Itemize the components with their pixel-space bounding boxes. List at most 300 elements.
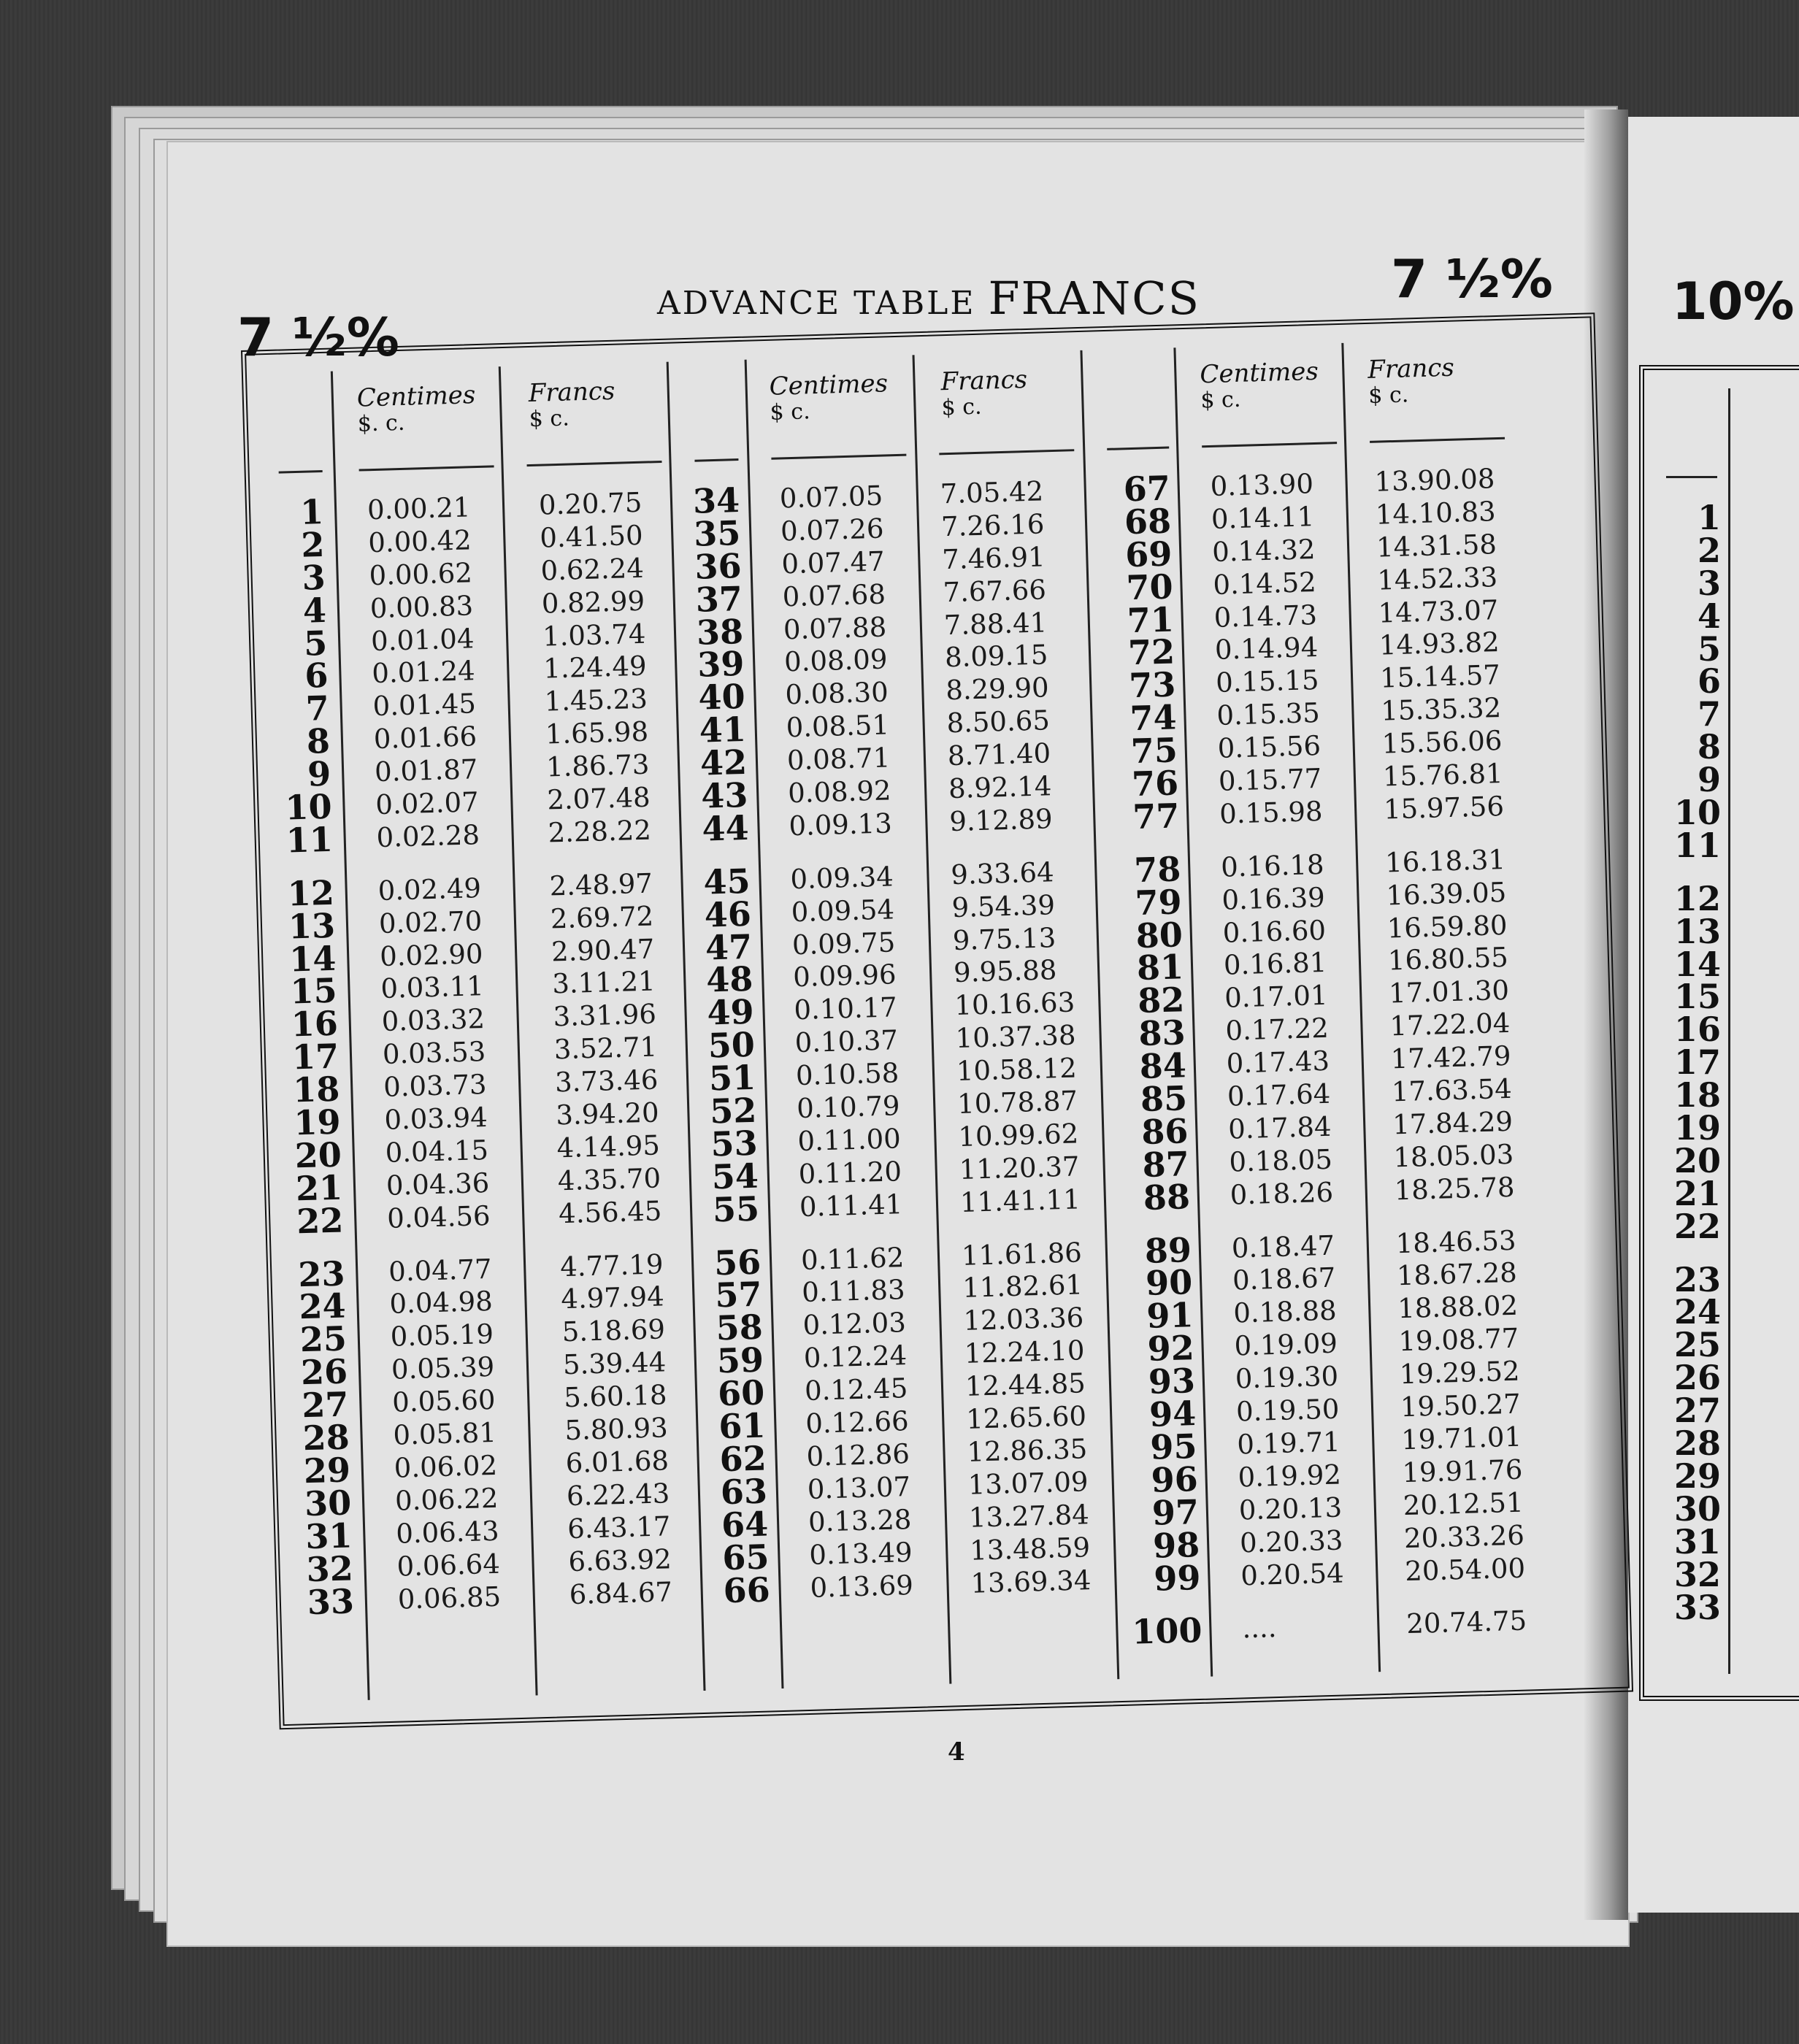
- centimes-value: 0.05.39: [391, 1351, 495, 1386]
- next-page-row-number: 15: [1673, 977, 1721, 1017]
- next-page-row-number: 16: [1673, 1010, 1721, 1050]
- header-rule: [1202, 442, 1337, 447]
- header-centimes-1: [356, 382, 476, 437]
- next-page-row-number: 9: [1697, 760, 1721, 800]
- centimes-value: 0.13.28: [808, 1503, 912, 1538]
- centimes-value: 0.15.56: [1217, 730, 1322, 764]
- francs-value: 4.77.19: [559, 1248, 664, 1283]
- francs-value: 12.44.85: [964, 1367, 1086, 1403]
- centimes-value: 0.02.49: [377, 872, 482, 907]
- row-number: 89: [1144, 1229, 1192, 1271]
- francs-value: 19.91.76: [1401, 1453, 1523, 1489]
- row-number: 25: [299, 1318, 348, 1360]
- row-number: 48: [705, 959, 754, 1000]
- francs-value: 20.12.51: [1403, 1486, 1524, 1521]
- centimes-value: 0.11.20: [798, 1155, 902, 1190]
- centimes-value: 0.19.50: [1235, 1393, 1340, 1428]
- row-number: 2: [300, 524, 326, 565]
- row-number: 55: [712, 1188, 760, 1230]
- row-number: 68: [1124, 501, 1172, 542]
- francs-value: 20.33.26: [1403, 1519, 1525, 1554]
- row-number: 5: [303, 623, 328, 664]
- row-number: 78: [1133, 849, 1182, 890]
- francs-value: 2.90.47: [551, 933, 655, 968]
- centimes-value: 0.19.09: [1234, 1327, 1338, 1362]
- row-number: 14: [288, 938, 337, 980]
- row-number: 61: [718, 1405, 767, 1447]
- centimes-column-1: [367, 491, 530, 1616]
- header-rule: [359, 465, 494, 471]
- francs-value: 16.39.05: [1385, 876, 1507, 912]
- francs-value: 19.08.77: [1397, 1322, 1519, 1358]
- next-page-row-number: 29: [1673, 1456, 1721, 1496]
- next-page-rate-label: 10%: [1672, 272, 1795, 331]
- centimes-value: 0.12.24: [803, 1340, 908, 1375]
- francs-column-2: [940, 474, 1110, 1600]
- header-sublabel: $ c.: [1200, 387, 1241, 414]
- row-number: 10: [284, 786, 333, 828]
- centimes-value: 0.15.15: [1215, 664, 1320, 699]
- centimes-value: 0.00.42: [367, 524, 472, 559]
- francs-value: 8.92.14: [948, 770, 1052, 805]
- row-number: 20: [294, 1134, 342, 1176]
- row-number: 88: [1143, 1176, 1191, 1218]
- francs-value: 12.86.35: [966, 1433, 1088, 1468]
- centimes-value: 0.05.81: [392, 1416, 497, 1451]
- row-number: 15: [289, 971, 338, 1012]
- next-page-number-column: [1655, 498, 1721, 1627]
- francs-value: 17.84.29: [1392, 1105, 1514, 1141]
- row-number: 17: [291, 1036, 340, 1077]
- row-number: 27: [301, 1384, 350, 1426]
- row-number: 35: [693, 512, 741, 554]
- francs-value: 9.33.64: [950, 856, 1055, 891]
- centimes-value: 0.04.15: [385, 1134, 489, 1169]
- francs-value: 17.63.54: [1391, 1072, 1513, 1108]
- centimes-value: 0.17.22: [1224, 1013, 1330, 1047]
- row-number: 60: [717, 1372, 765, 1414]
- francs-value: 16.18.31: [1384, 843, 1506, 879]
- row-number: 75: [1130, 730, 1178, 772]
- francs-value: 13.48.59: [969, 1531, 1091, 1567]
- row-number: 28: [302, 1417, 350, 1459]
- row-number: 93: [1148, 1361, 1196, 1402]
- row-number: 58: [715, 1307, 764, 1348]
- centimes-value: 0.08.09: [783, 643, 889, 678]
- row-number: 79: [1134, 882, 1183, 923]
- francs-value: 3.11.21: [551, 965, 656, 1000]
- row-number: 83: [1138, 1013, 1186, 1054]
- centimes-value: 0.13.90: [1210, 468, 1314, 502]
- centimes-value: 0.07.88: [783, 611, 887, 645]
- header-sublabel: $ c.: [1368, 382, 1409, 410]
- francs-value: 6.43.17: [567, 1510, 672, 1545]
- francs-value: 11.41.11: [959, 1183, 1081, 1218]
- francs-value: 9.75.13: [952, 921, 1056, 956]
- francs-value: 3.52.71: [553, 1031, 658, 1066]
- row-number: 64: [721, 1504, 769, 1545]
- francs-value: 4.35.70: [557, 1162, 661, 1197]
- francs-value: 7.46.91: [941, 541, 1046, 576]
- centimes-value: 0.15.98: [1219, 795, 1324, 830]
- row-number: 41: [699, 710, 747, 750]
- francs-value: 12.24.10: [964, 1334, 1086, 1370]
- header-sublabel: $. c.: [357, 410, 405, 437]
- next-page-row-number: 31: [1673, 1521, 1721, 1561]
- centimes-value: 0.09.34: [789, 861, 894, 896]
- row-number: 90: [1145, 1262, 1193, 1304]
- centimes-value: 0.07.47: [780, 545, 886, 580]
- centimes-value: 0.06.43: [395, 1515, 500, 1550]
- francs-value: 17.01.30: [1388, 975, 1510, 1010]
- row-number: 36: [694, 545, 743, 587]
- header-rule: [1107, 447, 1169, 450]
- centimes-value: 0.07.68: [782, 578, 886, 613]
- row-number: 52: [709, 1090, 758, 1132]
- francs-value: 4.97.94: [560, 1280, 665, 1315]
- centimes-value: 0.03.53: [382, 1036, 486, 1071]
- row-number: 26: [300, 1351, 348, 1393]
- francs-value: 4.56.45: [558, 1195, 662, 1230]
- francs-value: 7.88.41: [943, 606, 1048, 641]
- row-number: 1: [299, 491, 324, 532]
- francs-value: 20.54.00: [1404, 1552, 1526, 1587]
- centimes-value: 0.14.94: [1214, 631, 1319, 666]
- header-rule: [527, 461, 662, 466]
- centimes-value: 0.15.77: [1218, 762, 1322, 797]
- centimes-value: 0.06.22: [394, 1482, 499, 1517]
- centimes-value: 0.00.62: [369, 557, 473, 591]
- header-rule: [771, 454, 906, 460]
- francs-value: 5.39.44: [562, 1346, 667, 1381]
- centimes-value: 0.00.83: [369, 589, 474, 624]
- centimes-value: 0.09.96: [792, 958, 897, 994]
- row-number: 39: [697, 644, 745, 685]
- centimes-value: 0.14.73: [1213, 599, 1318, 634]
- francs-value: 13.07.09: [967, 1466, 1089, 1501]
- next-page-row-number: 23: [1673, 1259, 1721, 1299]
- row-number: 4: [302, 590, 327, 631]
- row-number: 63: [720, 1471, 768, 1513]
- row-number: 65: [721, 1537, 770, 1578]
- row-number: 91: [1146, 1295, 1194, 1337]
- next-page-row-number: 5: [1697, 629, 1721, 669]
- francs-value: 9.12.89: [948, 803, 1054, 838]
- next-page-row-number: 19: [1673, 1108, 1721, 1148]
- next-page-table: [1639, 365, 1799, 1701]
- centimes-value: 0.20.13: [1238, 1491, 1343, 1526]
- francs-value: 4.14.95: [556, 1129, 661, 1164]
- francs-value: 6.84.67: [569, 1575, 673, 1610]
- centimes-value: 0.02.28: [376, 819, 480, 853]
- francs-value: 19.29.52: [1399, 1355, 1521, 1391]
- centimes-value: 0.06.85: [397, 1580, 502, 1615]
- row-number: 13: [288, 905, 336, 947]
- centimes-value: 0.12.03: [802, 1307, 907, 1342]
- row-number: 8: [306, 721, 331, 761]
- title-big: FRANCS: [988, 272, 1201, 325]
- francs-value: 10.99.62: [957, 1118, 1079, 1153]
- francs-value: 6.01.68: [565, 1445, 670, 1480]
- francs-value: 14.52.33: [1376, 561, 1498, 596]
- centimes-value: 0.01.45: [372, 688, 477, 723]
- header-sublabel: $ c.: [529, 405, 570, 433]
- next-page-row-number: 11: [1673, 825, 1721, 865]
- francs-value: 3.94.20: [555, 1096, 660, 1132]
- next-page-row-number: 4: [1697, 596, 1721, 636]
- header-label: Centimes: [1199, 356, 1319, 390]
- row-number: 53: [710, 1123, 759, 1164]
- next-page-row-number: 24: [1673, 1292, 1721, 1332]
- centimes-value: 0.01.04: [370, 622, 475, 657]
- centimes-value: 0.10.17: [793, 991, 898, 1026]
- next-page-row-number: 25: [1673, 1325, 1721, 1365]
- centimes-value: 0.06.02: [394, 1449, 498, 1484]
- centimes-column-2: [779, 479, 942, 1605]
- centimes-value: 0.02.70: [378, 904, 483, 940]
- francs-value: 14.10.83: [1375, 495, 1497, 531]
- row-number: 49: [706, 992, 755, 1033]
- francs-value: 2.07.48: [546, 781, 651, 816]
- centimes-value: 0.03.73: [383, 1069, 488, 1104]
- francs-value: 15.97.56: [1383, 790, 1505, 826]
- francs-value: 2.69.72: [550, 900, 654, 935]
- next-page-row-number: 1: [1697, 498, 1721, 537]
- centimes-value: 0.17.01: [1224, 980, 1329, 1015]
- centimes-value: 0.04.98: [388, 1286, 494, 1321]
- centimes-value: 0.12.86: [806, 1437, 910, 1472]
- header-rule: [1370, 437, 1505, 443]
- row-number: 56: [713, 1242, 762, 1283]
- centimes-value: 0.18.05: [1228, 1143, 1333, 1178]
- centimes-value: 0.10.58: [795, 1057, 900, 1092]
- centimes-value: 0.19.92: [1238, 1459, 1342, 1494]
- row-number: 51: [708, 1057, 756, 1099]
- francs-value: 8.71.40: [947, 737, 1051, 772]
- francs-value: 9.95.88: [953, 954, 1057, 989]
- centimes-value: 0.11.62: [800, 1241, 905, 1276]
- row-number: 50: [707, 1024, 756, 1066]
- page-number: 4: [948, 1737, 965, 1767]
- centimes-value: 0.16.81: [1223, 947, 1327, 982]
- francs-value: 1.45.23: [544, 683, 648, 718]
- row-number: 66: [722, 1569, 771, 1610]
- francs-value: 19.50.27: [1400, 1388, 1522, 1424]
- centimes-value: 0.14.52: [1212, 566, 1317, 601]
- centimes-value: 0.18.67: [1232, 1262, 1336, 1297]
- header-centimes-3: [1200, 358, 1319, 413]
- francs-value: 10.37.38: [955, 1019, 1077, 1055]
- centimes-value: 0.01.24: [371, 655, 476, 690]
- centimes-value: 0.20.54: [1240, 1556, 1345, 1591]
- row-number: 72: [1127, 631, 1175, 673]
- header-rule: [279, 470, 323, 474]
- centimes-value: 0.03.32: [381, 1003, 486, 1038]
- francs-value: 12.03.36: [962, 1302, 1084, 1337]
- centimes-value: 0.06.64: [396, 1548, 501, 1583]
- header-francs-3: [1368, 355, 1455, 409]
- centimes-value: 0.14.32: [1211, 533, 1316, 568]
- francs-value: 8.50.65: [946, 704, 1051, 739]
- row-number: 18: [292, 1069, 341, 1110]
- francs-value: 7.26.16: [940, 508, 1045, 543]
- francs-value: 14.31.58: [1376, 528, 1497, 564]
- row-number: 73: [1128, 664, 1177, 706]
- francs-value: 14.93.82: [1378, 626, 1500, 662]
- row-number: 40: [697, 677, 746, 718]
- row-number: 33: [307, 1580, 355, 1622]
- next-page-row-number: 13: [1673, 911, 1721, 951]
- centimes-value: 0.18.26: [1230, 1176, 1334, 1211]
- centimes-value: 0.15.35: [1216, 697, 1321, 732]
- francs-value: 12.65.60: [965, 1400, 1087, 1435]
- centimes-value: 0.19.30: [1235, 1360, 1339, 1395]
- centimes-value: 0.18.88: [1232, 1294, 1338, 1329]
- centimes-value: 0.20.33: [1239, 1524, 1343, 1559]
- francs-value: 1.24.49: [542, 650, 648, 685]
- francs-value: 16.80.55: [1387, 942, 1509, 977]
- row-number: 12: [287, 872, 335, 914]
- francs-value: 10.78.87: [956, 1085, 1078, 1121]
- row-number: 62: [718, 1438, 767, 1480]
- next-page-row-number: 6: [1697, 661, 1721, 702]
- row-number: 7: [304, 688, 330, 729]
- row-number: 94: [1148, 1394, 1197, 1434]
- row-number: 95: [1149, 1426, 1198, 1467]
- centimes-value: 0.05.19: [390, 1318, 494, 1353]
- header-label: Francs: [528, 376, 615, 409]
- row-number: 34: [692, 480, 740, 521]
- centimes-value: 0.16.60: [1222, 914, 1327, 949]
- row-number: 70: [1125, 566, 1174, 607]
- centimes-value: 0.18.47: [1231, 1229, 1335, 1264]
- centimes-value: 0.12.66: [805, 1405, 910, 1440]
- header-rule: [694, 458, 738, 462]
- centimes-value: 0.14.11: [1211, 500, 1315, 535]
- header-rule: [1666, 476, 1717, 478]
- francs-value: 9.54.39: [951, 888, 1056, 923]
- centimes-value: 0.07.26: [780, 512, 884, 548]
- francs-value: 1.03.74: [542, 618, 646, 653]
- francs-value: 18.46.53: [1395, 1224, 1517, 1259]
- francs-value: 11.82.61: [962, 1269, 1083, 1305]
- francs-value: 0.62.24: [540, 552, 645, 587]
- row-number: 84: [1139, 1045, 1187, 1087]
- centimes-value: 0.00.21: [367, 491, 471, 526]
- row-number: 22: [296, 1200, 345, 1242]
- francs-value: 15.56.06: [1381, 725, 1503, 760]
- title-small: ADVANCE TABLE: [657, 285, 976, 322]
- row-number: 86: [1140, 1111, 1189, 1152]
- centimes-value: 0.08.30: [784, 676, 889, 711]
- row-number: 24: [298, 1286, 347, 1327]
- francs-value: 5.80.93: [564, 1412, 669, 1447]
- row-number: 47: [705, 926, 753, 968]
- next-page-row-number: 8: [1697, 727, 1721, 767]
- page-title: [657, 272, 1200, 325]
- next-page-row-number: 10: [1673, 793, 1721, 833]
- centimes-value: 0.13.49: [808, 1536, 913, 1571]
- header-rule: [939, 449, 1074, 455]
- francs-value: 6.22.43: [566, 1478, 670, 1512]
- row-number: 54: [711, 1156, 759, 1197]
- row-number: 19: [293, 1102, 342, 1143]
- next-page-row-number: 22: [1673, 1206, 1721, 1246]
- header-sublabel: $ c.: [941, 394, 983, 421]
- francs-value: 14.73.07: [1378, 593, 1499, 629]
- next-page-row-number: 2: [1697, 530, 1721, 570]
- francs-value: 1.65.98: [545, 715, 649, 750]
- centimes-value: 0.09.13: [788, 807, 893, 842]
- next-page-row-number: 28: [1673, 1424, 1721, 1464]
- centimes-value: 0.05.60: [391, 1383, 496, 1418]
- francs-value: 6.63.92: [567, 1542, 672, 1578]
- francs-value: 11.20.37: [959, 1150, 1081, 1186]
- header-label: Francs: [940, 364, 1028, 397]
- centimes-value: 0.02.07: [375, 786, 480, 821]
- francs-value: 3.31.96: [553, 998, 657, 1033]
- centimes-value: 0.02.90: [379, 937, 484, 972]
- header-centimes-2: [769, 370, 889, 425]
- centimes-value: 0.11.41: [799, 1188, 903, 1223]
- next-page-row-number: 20: [1673, 1140, 1721, 1180]
- francs-value: 7.05.42: [940, 475, 1044, 510]
- row-number: 69: [1124, 534, 1173, 575]
- centimes-value: 0.09.75: [791, 926, 896, 961]
- francs-value: 3.73.46: [554, 1064, 659, 1099]
- row-number: 92: [1146, 1328, 1195, 1369]
- next-page-row-number: 7: [1697, 694, 1721, 734]
- header-label: Francs: [1367, 353, 1455, 385]
- francs-value: 20.74.75: [1405, 1605, 1527, 1640]
- next-page-row-number: 14: [1673, 944, 1721, 984]
- row-number: 87: [1141, 1143, 1190, 1185]
- header-francs-1: [528, 378, 615, 432]
- row-number: 57: [714, 1275, 763, 1315]
- centimes-value: 0.09.54: [791, 894, 895, 928]
- next-page-row-number: 12: [1673, 878, 1721, 918]
- next-page-row-number: 3: [1697, 563, 1721, 603]
- centimes-value: 0.08.71: [786, 742, 891, 777]
- centimes-value: ....: [1241, 1612, 1278, 1645]
- centimes-value: 0.16.18: [1220, 848, 1325, 883]
- francs-value: 8.29.90: [945, 672, 1050, 707]
- francs-value: 11.61.86: [961, 1236, 1083, 1272]
- francs-value: 0.82.99: [541, 585, 645, 620]
- row-number: 45: [702, 861, 751, 902]
- centimes-value: 0.01.87: [374, 753, 478, 788]
- francs-value: 18.88.02: [1397, 1290, 1519, 1325]
- row-number: 97: [1151, 1491, 1200, 1533]
- row-number: 77: [1132, 796, 1181, 837]
- francs-column-1: [538, 486, 701, 1612]
- francs-value: 10.16.63: [954, 986, 1075, 1022]
- row-number: 29: [303, 1450, 351, 1491]
- centimes-value: 0.08.51: [786, 709, 890, 744]
- francs-value: 13.27.84: [968, 1498, 1090, 1534]
- centimes-value: 0.19.71: [1236, 1426, 1341, 1461]
- francs-value: 5.18.69: [561, 1313, 666, 1348]
- centimes-value: 0.17.84: [1227, 1110, 1332, 1145]
- centimes-value: 0.12.45: [804, 1372, 908, 1407]
- next-page-row-number: 21: [1673, 1173, 1721, 1213]
- row-number: 85: [1140, 1078, 1188, 1120]
- francs-value: 13.69.34: [970, 1564, 1092, 1599]
- next-page-row-number: 18: [1673, 1075, 1721, 1115]
- row-number: 31: [304, 1515, 353, 1556]
- centimes-value: 0.03.11: [380, 970, 485, 1005]
- francs-value: 18.67.28: [1396, 1257, 1518, 1292]
